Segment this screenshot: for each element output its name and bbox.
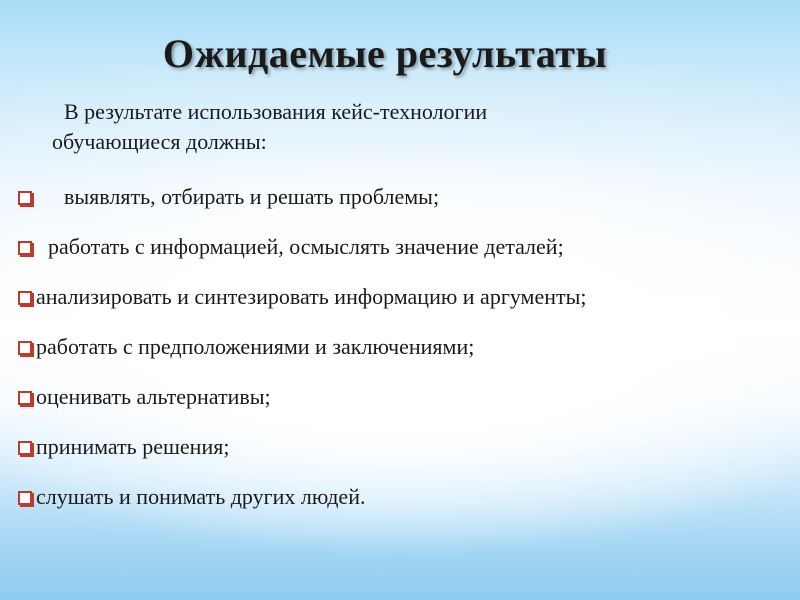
list-item-text: выявлять, отбирать и решать проблемы;	[64, 184, 440, 209]
checkbox-bullet-icon	[18, 291, 32, 305]
list-item-text: слушать и понимать других людей.	[36, 484, 366, 509]
list-item-text: анализировать и синтезировать информацию и аргументы;	[36, 284, 587, 309]
intro-line-1: В результате использования кейс-технологии	[64, 99, 488, 124]
list-item	[18, 322, 788, 372]
list-item	[18, 472, 788, 522]
slide-title: Ожидаемые результаты	[162, 31, 608, 76]
checkbox-bullet-icon	[18, 241, 32, 255]
list-item-text: работать с предположениями и заключениями;	[36, 334, 475, 359]
checkbox-bullet-icon	[18, 441, 32, 455]
list-item-text: принимать решения;	[36, 434, 230, 459]
list-item-text: работать с информацией, осмыслять значение деталей;	[48, 234, 564, 259]
checkbox-bullet-icon	[18, 191, 32, 205]
checkbox-bullet-icon	[18, 391, 32, 405]
intro-line-2: обучающиеся должны:	[52, 129, 267, 154]
list-item	[18, 372, 788, 422]
intro-text	[52, 97, 752, 157]
list-item-text: оценивать альтернативы;	[36, 384, 271, 409]
list-item	[18, 272, 788, 322]
list-item	[18, 172, 788, 222]
list-item	[18, 222, 788, 272]
checkbox-bullet-icon	[18, 341, 32, 355]
checkbox-bullet-icon	[18, 491, 32, 505]
results-list	[18, 172, 788, 522]
list-item	[18, 422, 788, 472]
